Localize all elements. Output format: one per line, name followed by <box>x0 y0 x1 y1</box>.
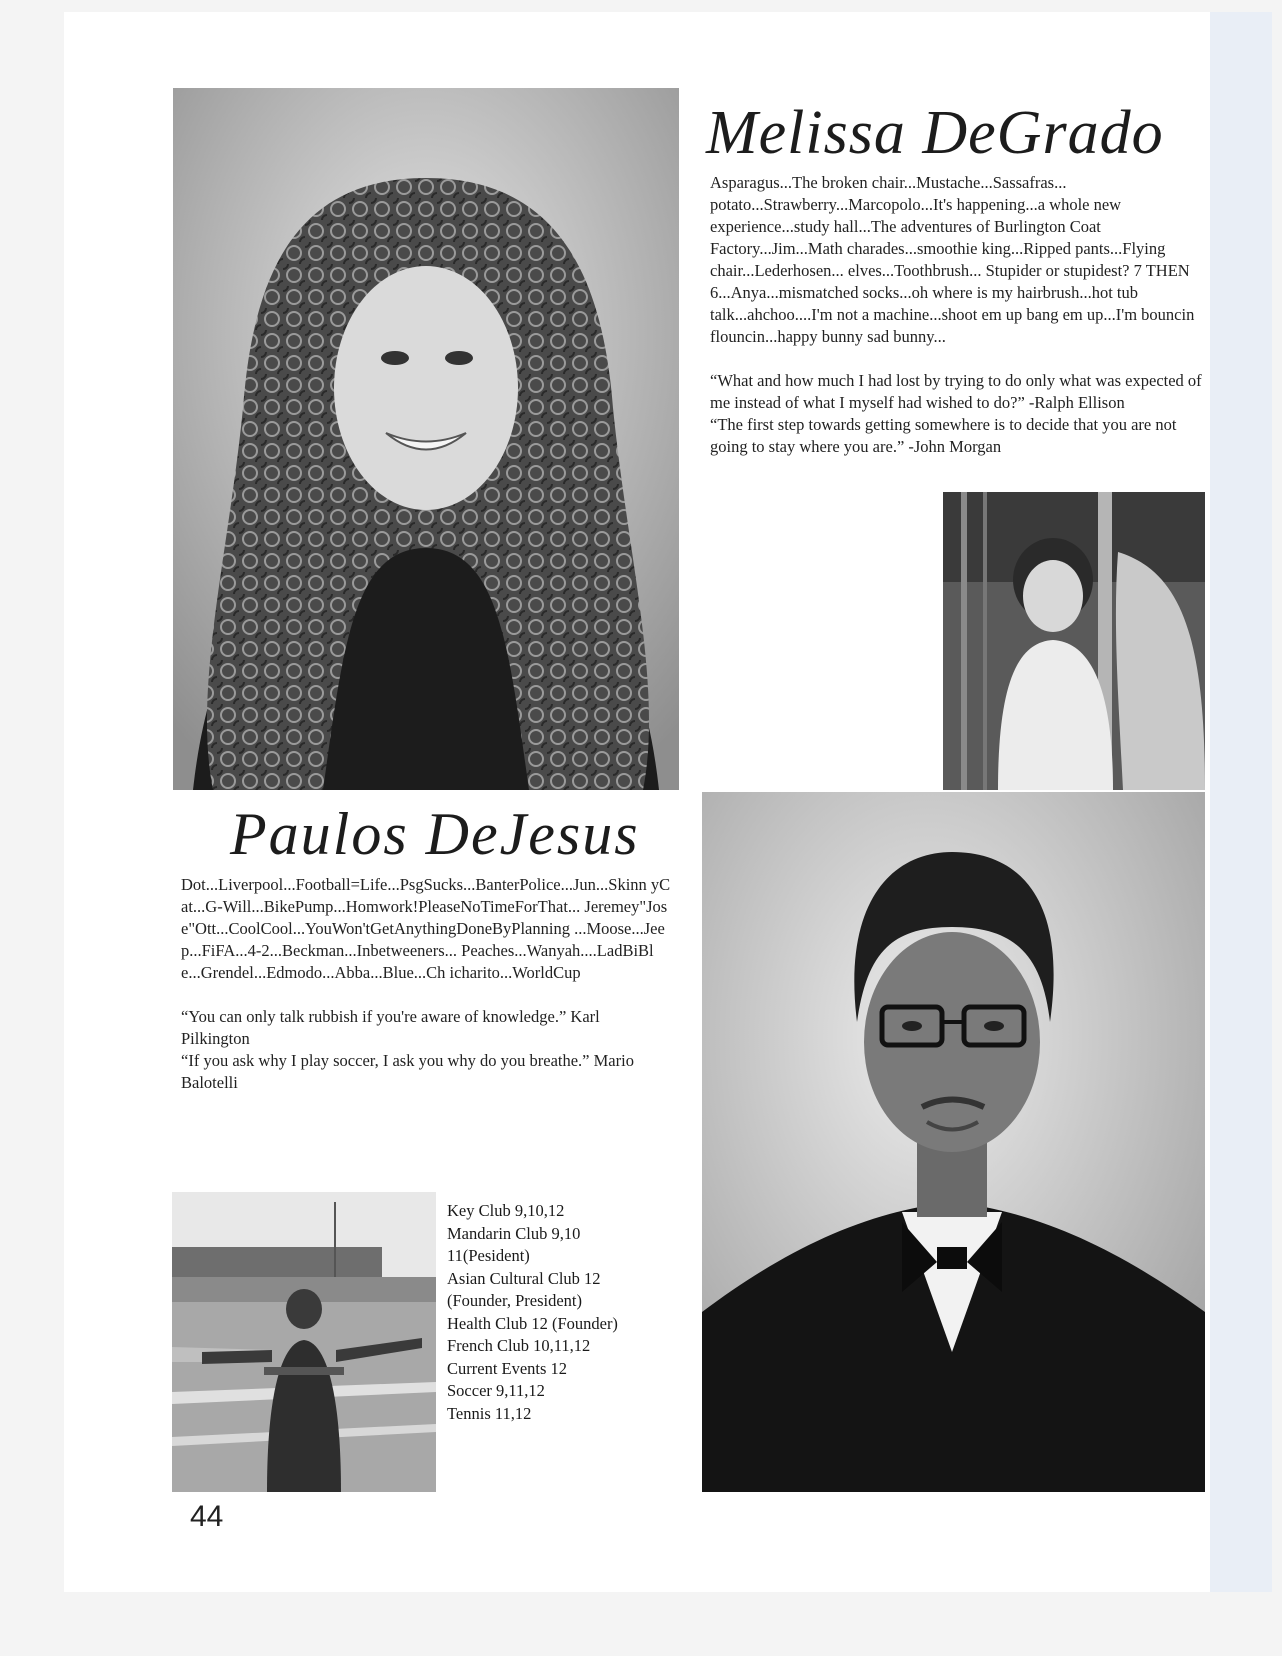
melissa-childhood-photo <box>943 492 1205 790</box>
paulos-stadium-photo <box>172 1192 436 1492</box>
paulos-name: Paulos DeJesus <box>230 801 640 867</box>
melissa-quote: “The first step towards getting somewhere is to decide that you are not going to stay where you are.” -John Morgan <box>710 415 1177 456</box>
paulos-activities-list <box>447 1200 618 1425</box>
page-edge <box>1210 12 1272 1592</box>
melissa-name: Melissa DeGrado <box>706 99 1164 167</box>
paulos-text-block <box>181 874 671 1094</box>
melissa-portrait-photo <box>173 88 679 790</box>
activity-item: Key Club 9,10,12 <box>447 1201 565 1220</box>
activity-item: (Founder, President) <box>447 1291 582 1310</box>
activity-item: 11(Pesident) <box>447 1246 530 1265</box>
activity-item: Tennis 11,12 <box>447 1403 532 1423</box>
paulos-quote: “You can only talk rubbish if you're aware of knowledge.” Karl Pilkington <box>181 1007 600 1048</box>
paulos-quote: “If you ask why I play soccer, I ask you why do you breathe.” Mario Balotelli <box>181 1051 634 1092</box>
page-number: 44 <box>190 1500 224 1533</box>
melissa-text-block <box>710 172 1205 458</box>
activity-item: Soccer 9,11,12 <box>447 1381 545 1400</box>
activity-item: Current Events 12 <box>447 1358 568 1378</box>
melissa-quote: “What and how much I had lost by trying to do only what was expected of me instead of what I myself had wished to do?” -Ralph Ellison <box>710 371 1202 412</box>
activity-item: Asian Cultural Club 12 <box>447 1268 601 1288</box>
activity-item: Health Club 12 (Founder) <box>447 1313 618 1333</box>
activity-item: French Club 10,11,12 <box>447 1336 591 1355</box>
paulos-memories: Dot...Liverpool...Football=Life...PsgSucks...BanterPolice...Jun...Skinn yCat...G-Will...BikePump...Homwork!PleaseNoTimeForThat... Jeremey"Jose"Ott...CoolCool...YouWon'tGetAnythingDoneByPlanning ...Moose...Jeep...FiFA...4-2...Beckman...Inbetweeners... Peaches...Wanyah....LadBiBle...Grendel...Edmodo...Abba...Blue...Ch icharito...WorldCup <box>181 875 671 982</box>
melissa-memories: Asparagus...The broken chair...Mustache...Sassafras... potato...Strawberry...Marcopolo...It's happening...a whole new experience...study hall...The adventures of Burlington Coat Factory...Jim...Math charades...smoothie king...Ripped pants...Flying chair...Lederhosen... elves...Toothbrush... Stupider or stupidest? 7 THEN 6...Anya...mismatched socks...oh where is my hairbrush...hot tub talk...ahchoo....I'm not a machine...shoot em up bang em up...I'm bouncin flouncin...happy bunny sad bunny... <box>710 173 1195 346</box>
paulos-portrait-photo <box>702 792 1205 1492</box>
activity-item: Mandarin Club 9,10 <box>447 1223 581 1243</box>
